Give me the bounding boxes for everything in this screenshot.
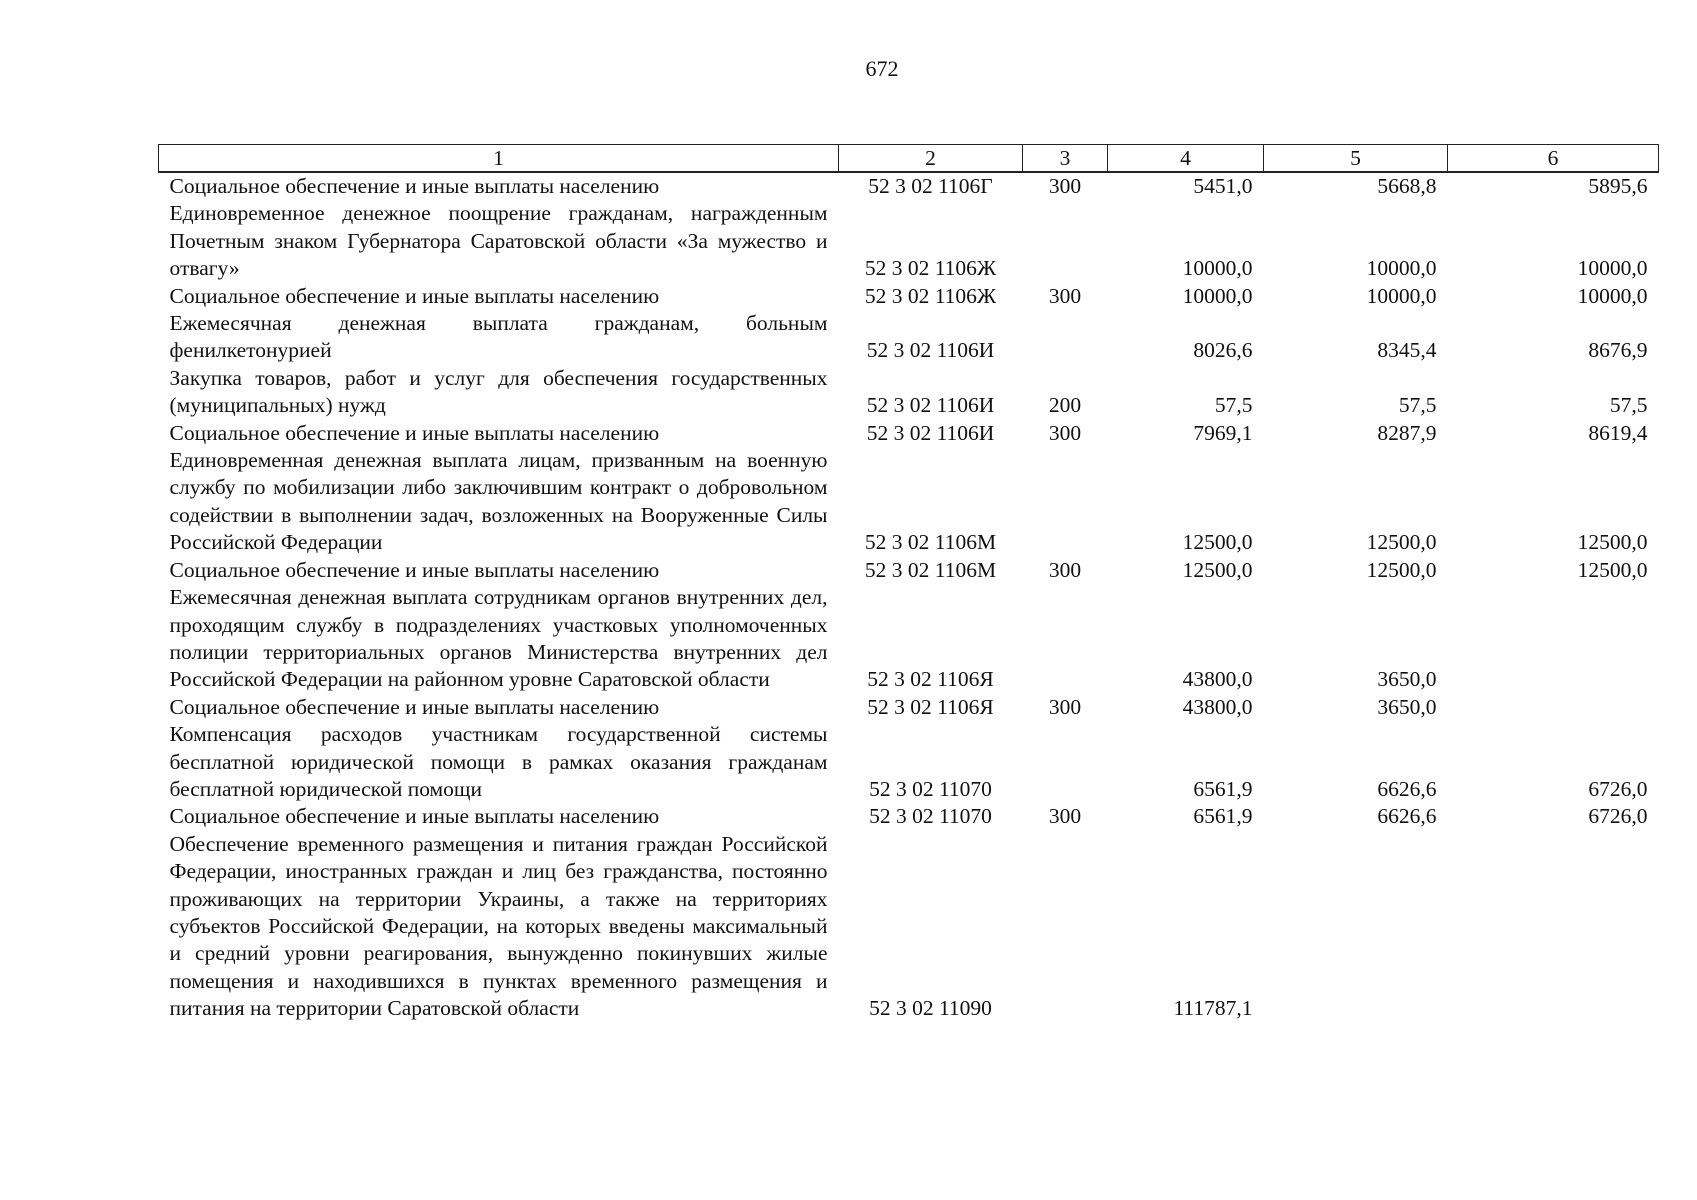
- table-row: [159, 283, 1659, 310]
- row-expense-type: [1023, 310, 1108, 365]
- row-amount-col6: [1448, 694, 1659, 721]
- row-name: Ежемесячная денежная выплата сотрудникам органов внутренних дел, проходящим службу в подразделениях участковых уполномоченных полиции территориальных органов Министерства внутренних дел Российской Федерации на районном уровне Саратовской области: [169, 585, 828, 692]
- table-row: [159, 803, 1659, 830]
- column-header-4: 4: [1108, 145, 1264, 173]
- table-row: [159, 200, 1659, 282]
- budget-table: [158, 144, 1659, 1023]
- row-amount-col5: 12500,0: [1366, 530, 1437, 555]
- row-code: 52 3 02 1106М: [864, 557, 997, 582]
- row-amount-col5: 5668,8: [1377, 174, 1437, 198]
- row-expense-type: [1023, 831, 1108, 1023]
- row-amount-col6: 12500,0: [1577, 557, 1648, 582]
- row-amount-col4: 43800,0: [1182, 694, 1253, 719]
- row-amount-col4: 8026,6: [1193, 338, 1253, 363]
- row-code: 52 3 02 1106Ж: [864, 283, 997, 308]
- row-amount-col5: 6626,6: [1377, 776, 1437, 801]
- row-amount-col5: 8345,4: [1377, 338, 1437, 363]
- row-amount-col4: 10000,0: [1182, 283, 1253, 308]
- row-amount-col6: [1448, 584, 1659, 694]
- column-header-5: 5: [1264, 145, 1448, 173]
- row-amount-col6: 57,5: [1609, 393, 1648, 418]
- row-amount-col5: 12500,0: [1366, 557, 1437, 582]
- row-amount-col4: 12500,0: [1182, 530, 1253, 555]
- table-row: [159, 557, 1659, 584]
- row-amount-col4: 10000,0: [1182, 256, 1253, 281]
- row-amount-col4: 6561,9: [1193, 776, 1253, 801]
- row-amount-col4: 12500,0: [1182, 557, 1253, 582]
- row-name: Социальное обеспечение и иные выплаты населению: [169, 283, 660, 308]
- page-number: 672: [865, 56, 899, 81]
- row-code: 52 3 02 1106Я: [867, 667, 994, 692]
- header-row: [159, 145, 1659, 173]
- row-amount-col5: 6626,6: [1377, 804, 1437, 829]
- row-code: 52 3 02 1106И: [866, 420, 995, 445]
- table-header: [159, 145, 1659, 173]
- row-amount-col6: [1448, 831, 1659, 1023]
- row-expense-type: [1023, 584, 1108, 694]
- row-amount-col6: 8619,4: [1588, 420, 1648, 445]
- row-amount-col6: 5895,6: [1588, 174, 1648, 198]
- row-expense-type: 300: [1048, 557, 1082, 582]
- row-code: 52 3 02 1106М: [864, 530, 997, 555]
- row-expense-type: [1023, 721, 1108, 803]
- column-header-2: 2: [839, 145, 1023, 173]
- table-body: [159, 172, 1659, 1023]
- row-code: 52 3 02 1106И: [866, 338, 995, 363]
- table-row: [159, 365, 1659, 420]
- row-name: Единовременное денежное поощрение гражданам, награжденным Почетным знаком Губернатора Саратовской области «За мужество и отвагу»: [169, 201, 828, 281]
- row-amount-col5: 57,5: [1398, 393, 1437, 418]
- table-row: [159, 310, 1659, 365]
- row-amount-col4: 57,5: [1214, 393, 1253, 418]
- row-amount-col6: 12500,0: [1577, 530, 1648, 555]
- row-code: 52 3 02 1106Я: [867, 694, 994, 719]
- row-name: Обеспечение временного размещения и питания граждан Российской Федерации, иностранных граждан и лиц без гражданства, постоянно проживающих на территории Украины, а также на территориях субъектов Российской Федерации, на которых введены максимальный и средний уровни реагирования, вынужденно покинувших жилые помещения и находившихся в пунктах временного размещения и питания на территории Саратовской области: [169, 831, 828, 1021]
- row-name: Ежемесячная денежная выплата гражданам, больным фенилкетонурией: [169, 311, 828, 363]
- row-name: Социальное обеспечение и иные выплаты населению: [169, 804, 660, 829]
- row-amount-col4: 5451,0: [1193, 174, 1253, 198]
- row-code: 52 3 02 1106Г: [868, 174, 993, 198]
- row-amount-col5: 3650,0: [1377, 667, 1437, 692]
- row-expense-type: [1023, 447, 1108, 557]
- table-row: [159, 172, 1659, 200]
- row-amount-col5: [1264, 831, 1448, 1023]
- column-header-1: 1: [159, 145, 839, 173]
- row-name: Социальное обеспечение и иные выплаты населению: [169, 694, 660, 719]
- row-name: Социальное обеспечение и иные выплаты населению: [169, 174, 660, 198]
- row-code: 52 3 02 11070: [869, 776, 992, 801]
- row-amount-col6: 10000,0: [1577, 283, 1648, 308]
- table-row: [159, 447, 1659, 557]
- row-name: Закупка товаров, работ и услуг для обеспечения государственных (муниципальных) нужд: [169, 365, 828, 418]
- row-amount-col4: 43800,0: [1182, 667, 1253, 692]
- row-expense-type: 300: [1048, 694, 1082, 719]
- row-code: 52 3 02 1106Ж: [864, 256, 997, 281]
- row-code: 52 3 02 11090: [869, 996, 992, 1021]
- table-row: [159, 420, 1659, 447]
- column-header-6: 6: [1448, 145, 1659, 173]
- row-amount-col6: 6726,0: [1588, 804, 1648, 829]
- table-row: [159, 831, 1659, 1023]
- row-expense-type: 300: [1048, 174, 1082, 198]
- table-row: [159, 694, 1659, 721]
- row-name: Компенсация расходов участникам государственной системы бесплатной юридической помощи в рамках оказания гражданам бесплатной юридической помощи: [169, 722, 828, 801]
- row-amount-col5: 8287,9: [1377, 420, 1437, 445]
- row-expense-type: 300: [1048, 804, 1082, 829]
- row-code: 52 3 02 1106И: [866, 393, 995, 418]
- row-amount-col5: 10000,0: [1366, 283, 1437, 308]
- row-name: Социальное обеспечение и иные выплаты населению: [169, 420, 660, 445]
- row-amount-col6: 10000,0: [1577, 256, 1648, 281]
- row-name: Единовременная денежная выплата лицам, призванным на военную службу по мобилизации либо заключившим контракт о добровольном содействии в выполнении задач, возложенных на Вооруженные Силы Российской Федерации: [169, 448, 828, 555]
- table-row: [159, 584, 1659, 694]
- row-amount-col4: 6561,9: [1193, 804, 1253, 829]
- row-expense-type: [1023, 200, 1108, 282]
- row-amount-col6: 8676,9: [1588, 338, 1648, 363]
- row-amount-col5: 10000,0: [1366, 256, 1437, 281]
- table-row: [159, 721, 1659, 803]
- row-expense-type: 200: [1048, 393, 1082, 418]
- row-amount-col4: 7969,1: [1193, 420, 1253, 445]
- row-expense-type: 300: [1048, 420, 1082, 445]
- column-header-3: 3: [1023, 145, 1108, 173]
- row-code: 52 3 02 11070: [869, 804, 992, 829]
- row-amount-col4: 111787,1: [1173, 996, 1253, 1021]
- row-amount-col5: 3650,0: [1377, 694, 1437, 719]
- row-name: Социальное обеспечение и иные выплаты населению: [169, 557, 660, 582]
- row-expense-type: 300: [1048, 283, 1082, 308]
- row-amount-col6: 6726,0: [1588, 776, 1648, 801]
